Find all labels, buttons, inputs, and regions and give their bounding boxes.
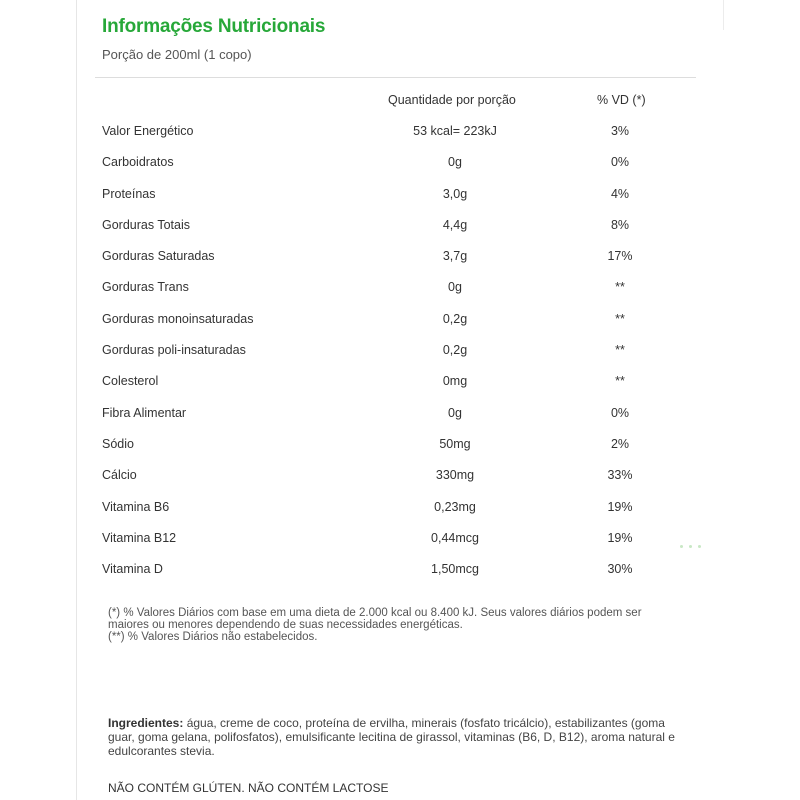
nutrient-quantity: 0g xyxy=(448,280,462,295)
nutrient-quantity: 0,44mcg xyxy=(431,530,479,545)
nutrient-daily-value: ** xyxy=(615,280,625,295)
nutrient-daily-value: ** xyxy=(615,311,625,326)
table-row xyxy=(0,460,800,491)
nutrient-quantity: 53 kcal= 223kJ xyxy=(413,124,497,138)
table-row xyxy=(0,492,800,523)
page-title: Informações Nutricionais xyxy=(102,16,326,37)
nutrient-name: Colesterol xyxy=(102,374,159,389)
nutrient-quantity: 3,7g xyxy=(442,249,468,264)
ingredients-label: Ingredientes: xyxy=(108,716,184,730)
footnote-not-established: (**) % Valores Diários não estabelecidos. xyxy=(108,631,318,643)
table-row xyxy=(0,429,800,460)
nutrient-quantity: 1,50mcg xyxy=(431,562,479,577)
nutrient-daily-value: 19% xyxy=(607,499,633,514)
nutrient-daily-value: 3% xyxy=(610,124,630,138)
nutrient-daily-value: 0% xyxy=(610,155,630,170)
footnotes xyxy=(108,607,668,643)
nutrient-daily-value: ** xyxy=(615,374,625,389)
table-row xyxy=(0,398,800,429)
nutrient-daily-value: 30% xyxy=(607,562,633,577)
table-row xyxy=(0,366,800,397)
table-row xyxy=(0,241,800,272)
footnote-daily-values: (*) % Valores Diários com base em uma dieta de 2.000 kcal ou 8.400 kJ. Seus valores diários podem ser maiores ou menores dependendo de suas necessidades energéticas. xyxy=(108,607,642,631)
nutrient-quantity: 330mg xyxy=(435,468,475,483)
table-row xyxy=(0,304,800,335)
allergen-notice: NÃO CONTÉM GLÚTEN. NÃO CONTÉM LACTOSE xyxy=(108,781,389,795)
nutrient-quantity: 50mg xyxy=(439,436,471,451)
table-row xyxy=(0,210,800,241)
nutrient-name: Sódio xyxy=(102,436,134,451)
table-row xyxy=(0,523,800,554)
nutrient-quantity: 0mg xyxy=(442,374,468,389)
nutrient-name: Gorduras monoinsaturadas xyxy=(102,311,254,326)
nutrient-name: Gorduras Trans xyxy=(102,280,189,295)
table-row xyxy=(0,147,800,178)
nutrient-name: Gorduras poli-insaturadas xyxy=(102,343,246,358)
nutrient-daily-value: 33% xyxy=(607,468,633,483)
nutrient-name: Vitamina D xyxy=(102,562,163,577)
nutrient-name: Cálcio xyxy=(102,468,137,483)
table-row xyxy=(0,116,800,147)
nutrition-table xyxy=(0,116,800,585)
column-header-daily-value: % VD (*) xyxy=(597,93,646,107)
nutrient-name: Vitamina B12 xyxy=(102,530,177,545)
nutrient-quantity: 0,2g xyxy=(442,311,468,326)
table-row xyxy=(0,179,800,210)
column-header-quantity: Quantidade por porção xyxy=(388,93,516,107)
nutrient-quantity: 0,2g xyxy=(442,343,468,358)
table-row xyxy=(0,335,800,366)
nutrient-quantity: 3,0g xyxy=(442,186,468,201)
nutrient-daily-value: 17% xyxy=(607,249,633,264)
decorative-dots xyxy=(680,543,702,549)
serving-size: Porção de 200ml (1 copo) xyxy=(102,47,252,62)
nutrient-daily-value: 2% xyxy=(610,436,630,451)
nutrient-name: Proteínas xyxy=(102,186,156,201)
header-divider xyxy=(95,77,696,78)
nutrient-daily-value: ** xyxy=(615,343,625,358)
nutrient-daily-value: 8% xyxy=(610,217,630,232)
nutrient-daily-value: 19% xyxy=(607,530,633,545)
nutrient-daily-value: 4% xyxy=(610,186,630,201)
nutrient-name: Valor Energético xyxy=(102,124,194,138)
nutrient-name: Carboidratos xyxy=(102,155,174,170)
ingredients xyxy=(108,716,688,758)
nutrient-quantity: 0,23mg xyxy=(434,499,476,514)
nutrient-quantity: 0g xyxy=(448,155,462,170)
nutrient-name: Gorduras Totais xyxy=(102,217,191,232)
ingredients-text: água, creme de coco, proteína de ervilha, minerais (fosfato tricálcio), estabilizantes (goma guar, goma gelana, polifosfatos), emulsificante lecitina de girassol, vitaminas (B6, D, B12), aroma natural e edulcorantes stevia. xyxy=(108,716,675,758)
nutrient-quantity: 0g xyxy=(448,405,462,420)
nutrient-name: Gorduras Saturadas xyxy=(102,249,215,264)
table-row xyxy=(0,272,800,303)
nutrient-quantity: 4,4g xyxy=(442,217,468,232)
nutrient-name: Vitamina B6 xyxy=(102,499,170,514)
nutrient-name: Fibra Alimentar xyxy=(102,405,187,420)
right-border xyxy=(723,0,724,30)
table-row xyxy=(0,554,800,585)
nutrient-daily-value: 0% xyxy=(610,405,630,420)
